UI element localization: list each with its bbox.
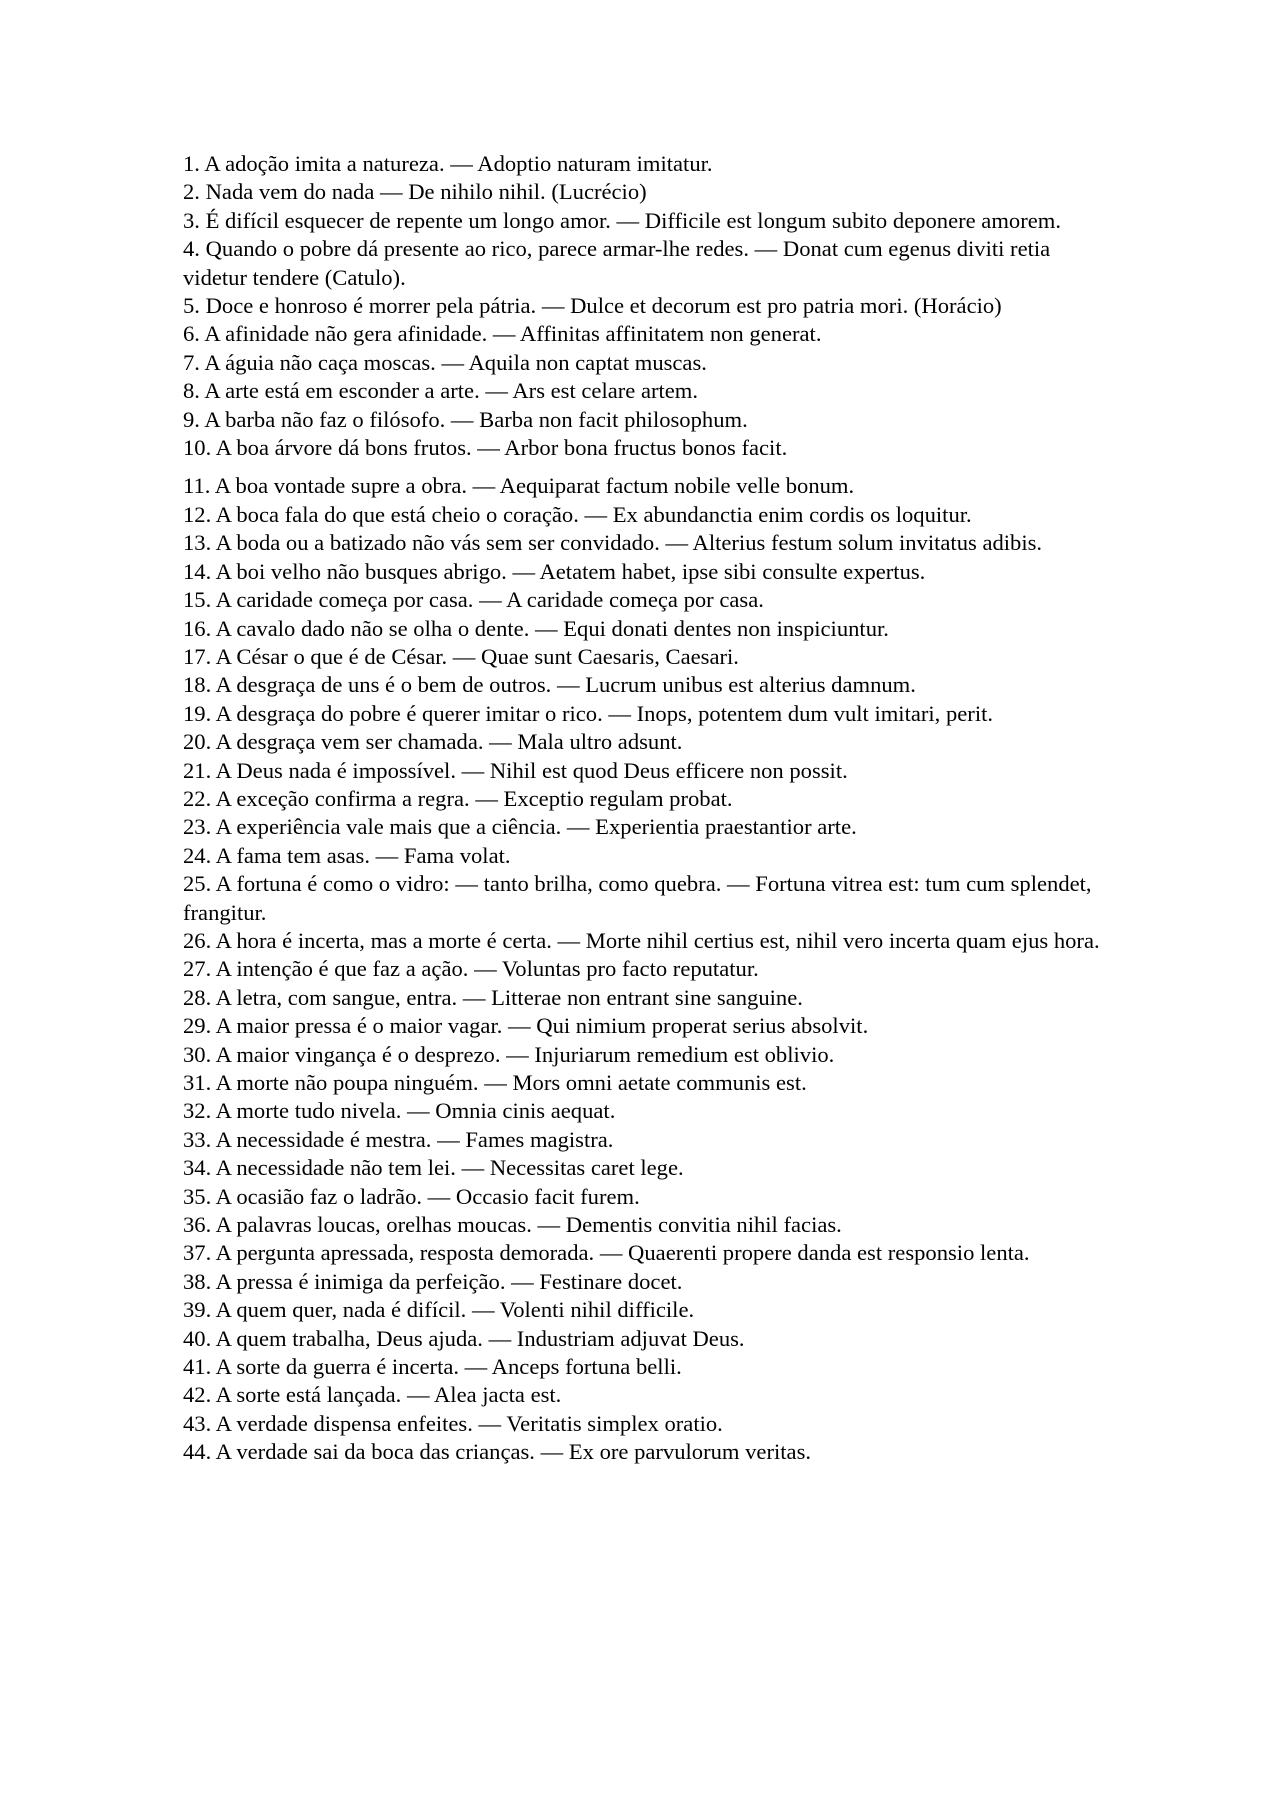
proverb-item: 27. A intenção é que faz a ação. — Voluntas pro facto reputatur. bbox=[183, 956, 759, 982]
proverb-item: 12. A boca fala do que está cheio o coração. — Ex abundanctia enim cordis os loquitur. bbox=[183, 501, 972, 527]
proverb-item: 31. A morte não poupa ninguém. — Mors omni aetate communis est. bbox=[183, 1070, 807, 1095]
proverb-item: 10. A boa árvore dá bons frutos. — Arbor bona fructus bonos facit. bbox=[183, 435, 788, 461]
proverb-item: 8. A arte está em esconder a arte. — Ars est celare artem. bbox=[183, 378, 699, 404]
proverb-list bbox=[183, 150, 1103, 1467]
proverb-item: 13. A boda ou a batizado não vás sem ser convidado. — Alterius festum solum invitatus adibis. bbox=[183, 530, 1043, 556]
proverb-item: 36. A palavras loucas, orelhas moucas. — Dementis convitia nihil facias. bbox=[183, 1212, 842, 1238]
proverb-item: 40. A quem trabalha, Deus ajuda. — Industriam adjuvat Deus. bbox=[183, 1325, 745, 1351]
proverb-item: 33. A necessidade é mestra. — Fames magistra. bbox=[183, 1126, 614, 1152]
proverb-item: 29. A maior pressa é o maior vagar. — Qui nimium properat serius absolvit. bbox=[183, 1013, 869, 1039]
proverb-item: 42. A sorte está lançada. — Alea jacta est. bbox=[183, 1382, 562, 1408]
proverb-item: 5. Doce e honroso é morrer pela pátria. — Dulce et decorum est pro patria mori. (Horácio) bbox=[183, 293, 1002, 319]
proverb-item: 19. A desgraça do pobre é querer imitar o rico. — Inops, potentem dum vult imitari, perit. bbox=[183, 700, 994, 726]
proverb-item: 1. A adoção imita a natureza. — Adoptio naturam imitatur. bbox=[183, 151, 713, 176]
proverb-item: 11. A boa vontade supre a obra. — Aequiparat factum nobile velle bonum. bbox=[183, 473, 855, 499]
proverb-item: 2. Nada vem do nada — De nihilo nihil. (Lucrécio) bbox=[183, 179, 647, 205]
proverb-item: 17. A César o que é de César. — Quae sunt Caesaris, Caesari. bbox=[183, 643, 739, 669]
proverb-item: 44. A verdade sai da boca das crianças. — Ex ore parvulorum veritas. bbox=[183, 1439, 812, 1465]
proverb-item: 4. Quando o pobre dá presente ao rico, parece armar-lhe redes. — Donat cum egenus diviti retia videtur tendere (Catulo). bbox=[183, 236, 1051, 290]
proverb-item: 7. A águia não caça moscas. — Aquila non captat muscas. bbox=[183, 349, 707, 375]
proverb-item: 21. A Deus nada é impossível. — Nihil est quod Deus efficere non possit. bbox=[183, 757, 848, 783]
proverb-item: 20. A desgraça vem ser chamada. — Mala ultro adsunt. bbox=[183, 729, 683, 755]
proverb-item: 23. A experiência vale mais que a ciência. — Experientia praestantior arte. bbox=[183, 814, 857, 840]
proverb-item: 35. A ocasião faz o ladrão. — Occasio facit furem. bbox=[183, 1183, 640, 1209]
proverb-item: 43. A verdade dispensa enfeites. — Veritatis simplex oratio. bbox=[183, 1410, 723, 1436]
proverb-item: 34. A necessidade não tem lei. — Necessitas caret lege. bbox=[183, 1155, 684, 1181]
proverb-item: 38. A pressa é inimiga da perfeição. — Festinare docet. bbox=[183, 1268, 683, 1294]
proverb-item: 16. A cavalo dado não se olha o dente. — Equi donati dentes non inspiciuntur. bbox=[183, 615, 889, 641]
proverb-item: 22. A exceção confirma a regra. — Exceptio regulam probat. bbox=[183, 785, 733, 811]
proverb-item: 15. A caridade começa por casa. — A caridade começa por casa. bbox=[183, 587, 764, 613]
proverb-item: 9. A barba não faz o filósofo. — Barba non facit philosophum. bbox=[183, 406, 748, 432]
proverb-item: 30. A maior vingança é o desprezo. — Injuriarum remedium est oblivio. bbox=[183, 1041, 835, 1067]
proverb-item: 14. A boi velho não busques abrigo. — Aetatem habet, ipse sibi consulte expertus. bbox=[183, 558, 926, 584]
proverb-item: 3. É difícil esquecer de repente um longo amor. — Difficile est longum subito deponere amorem. bbox=[183, 207, 1061, 233]
proverb-item: 41. A sorte da guerra é incerta. — Anceps fortuna belli. bbox=[183, 1354, 682, 1380]
proverb-item: 25. A fortuna é como o vidro: — tanto brilha, como quebra. — Fortuna vitrea est: tum cum splendet, frangitur. bbox=[183, 871, 1092, 925]
proverb-item: 6. A afinidade não gera afinidade. — Affinitas affinitatem non generat. bbox=[183, 321, 822, 347]
proverb-item: 26. A hora é incerta, mas a morte é certa. — Morte nihil certius est, nihil vero incerta quam ejus hora. bbox=[183, 927, 1100, 953]
proverb-item: 28. A letra, com sangue, entra. — Litterae non entrant sine sanguine. bbox=[183, 984, 803, 1010]
proverb-item: 24. A fama tem asas. — Fama volat. bbox=[183, 842, 511, 868]
proverb-item: 39. A quem quer, nada é difícil. — Volenti nihil difficile. bbox=[183, 1297, 695, 1323]
proverb-item: 32. A morte tudo nivela. — Omnia cinis aequat. bbox=[183, 1098, 616, 1124]
proverb-item: 37. A pergunta apressada, resposta demorada. — Quaerenti propere danda est responsio lenta. bbox=[183, 1240, 1030, 1266]
proverb-item: 18. A desgraça de uns é o bem de outros. — Lucrum unibus est alterius damnum. bbox=[183, 672, 916, 698]
